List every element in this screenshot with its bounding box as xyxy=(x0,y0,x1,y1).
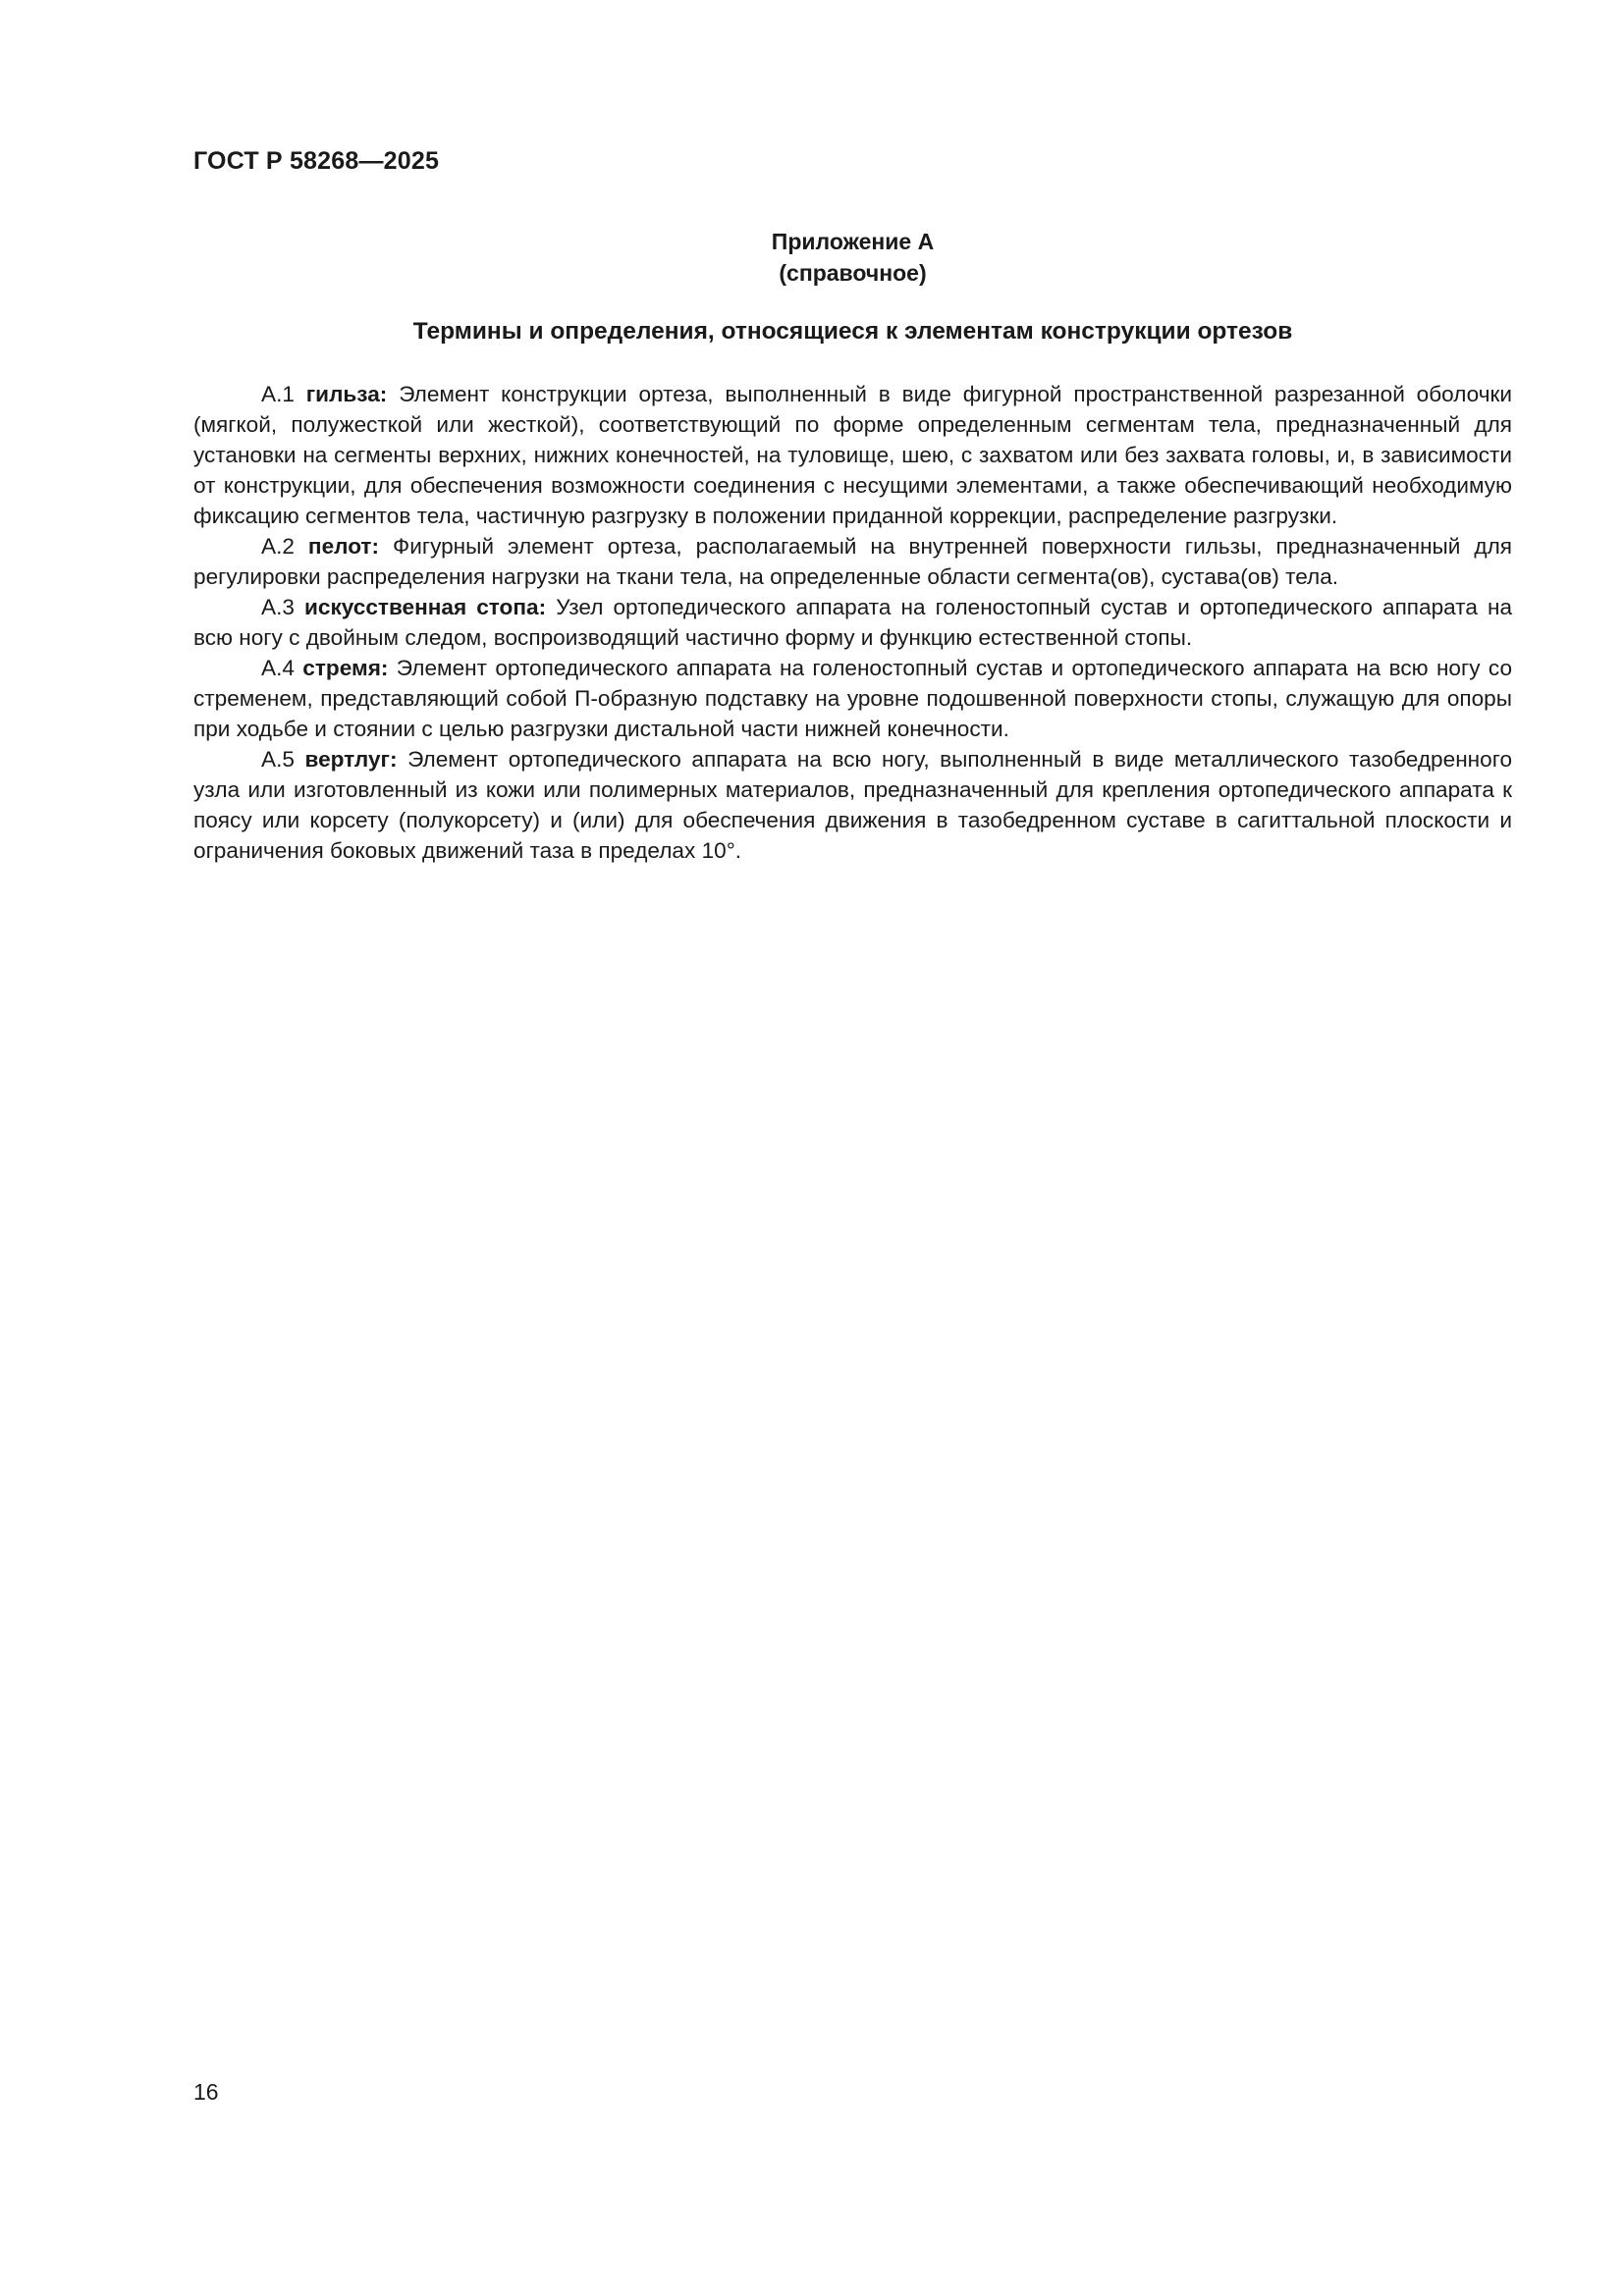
term-definition: Элемент конструкции ортеза, выполненный в виде фигурной пространственной разрезанной оболочки (мягкой, полужесткой или жесткой), соответствующий по форме определенным сегментам тела, предназначенный для установки на сегменты верхних, нижних конечностей, на туловище, шею, с захватом или без захвата головы, и, в зависимости от конструкции, для обеспечения возможности соединения с несущими элементами, а также обеспечивающий необходимую фиксацию сегментов тела, частичную разгрузку в положении приданной коррекции, распределение разгрузки. xyxy=(193,382,1513,528)
annex-heading xyxy=(193,226,1512,289)
term-definition: Элемент ортопедического аппарата на голеностопный сустав и ортопедического аппарата на всю ногу со стременем, представляющий собой П-образную подставку на уровне подошвенной поверхности стопы, служащую для опоры при ходьбе и стоянии с целью разгрузки дистальной части нижней конечности. xyxy=(193,656,1513,741)
document-header: ГОСТ Р 58268—2025 xyxy=(193,147,440,175)
term-number: А.1 xyxy=(261,382,295,406)
annex-title: Термины и определения, относящиеся к элементам конструкции ортезов xyxy=(412,318,1293,345)
term-paragraph xyxy=(193,653,1512,744)
term-paragraph xyxy=(193,744,1512,866)
term-number: А.3 xyxy=(261,595,295,619)
term-number: А.2 xyxy=(261,534,295,559)
term-paragraph xyxy=(193,379,1512,531)
term-definition: Фигурный элемент ортеза, располагаемый на внутренней поверхности гильзы, предназначенный для регулировки распределения нагрузки на ткани тела, на определенные области сегмента(ов), сустава(ов) тела. xyxy=(193,534,1513,589)
annex-status: (справочное) xyxy=(779,260,927,286)
term-name: гильза: xyxy=(305,382,388,406)
terms-body xyxy=(193,379,1512,866)
term-paragraph xyxy=(193,592,1512,653)
term-name: вертлуг: xyxy=(304,747,398,772)
term-paragraph xyxy=(193,531,1512,592)
term-number: А.5 xyxy=(261,747,295,772)
term-name: пелот: xyxy=(307,534,380,559)
term-definition: Узел ортопедического аппарата на голеностопный сустав и ортопедического аппарата на всю ногу с двойным следом, воспроизводящий частично форму и функцию естественной стопы. xyxy=(193,595,1513,650)
term-name: искусственная стопа: xyxy=(304,595,547,619)
page-number: 16 xyxy=(193,2079,219,2105)
term-name: стремя: xyxy=(302,656,389,680)
term-definition: Элемент ортопедического аппарата на всю ногу, выполненный в виде металлического тазобедренного узла или изготовленный из кожи или полимерных материалов, предназначенный для крепления ортопедического аппарата к поясу или корсету (полукорсету) и (или) для обеспечения движения в тазобедренном суставе в сагиттальной плоскости и ограничения боковых движений таза в пределах 10°. xyxy=(193,747,1513,863)
term-number: А.4 xyxy=(261,656,295,680)
annex-label: Приложение А xyxy=(771,229,935,254)
